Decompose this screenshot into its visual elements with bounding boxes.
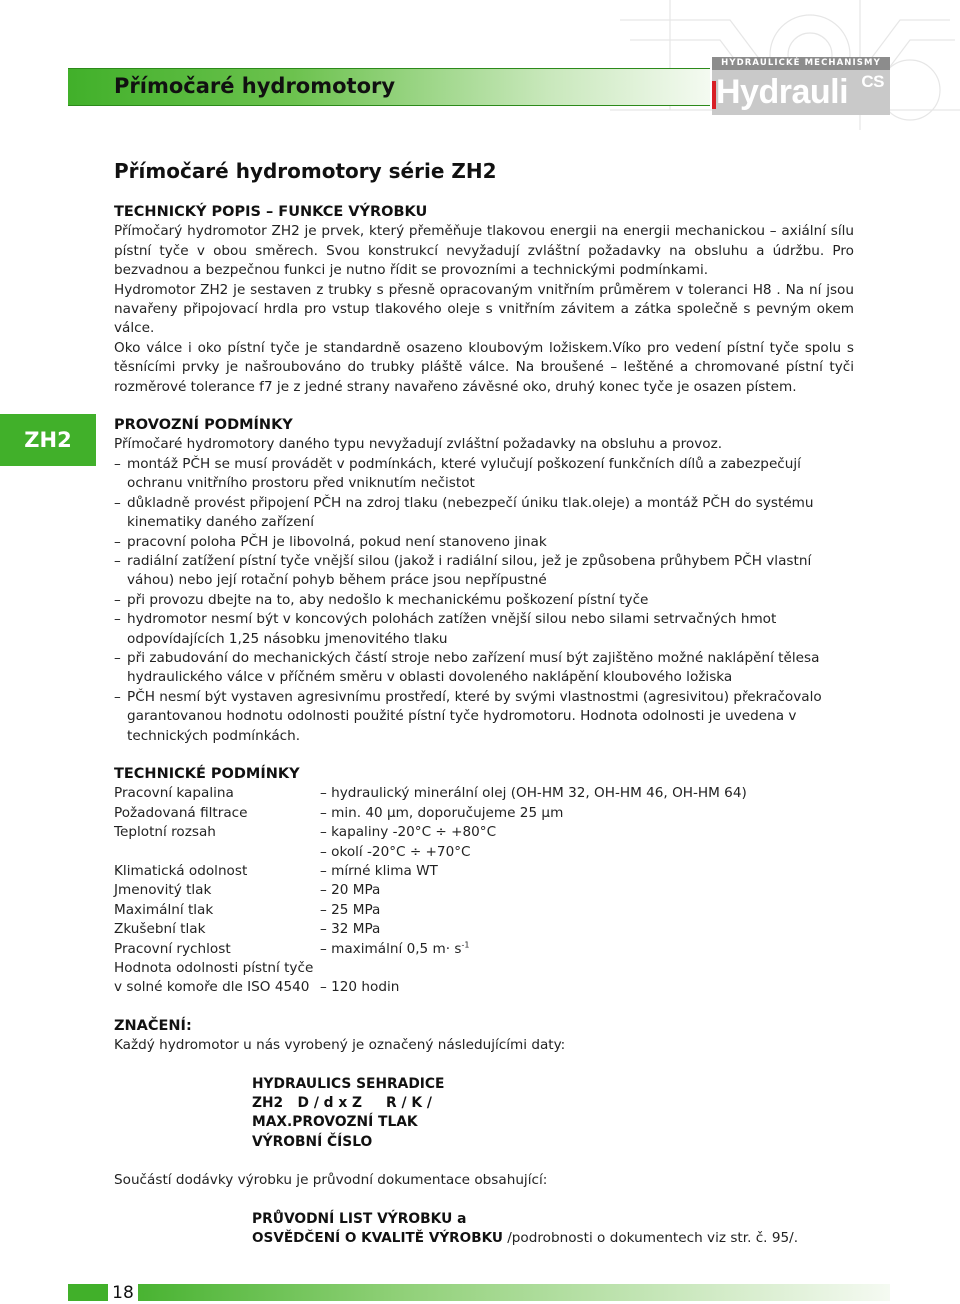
table-row — [114, 920, 747, 939]
table-row — [114, 881, 747, 900]
table-row — [114, 843, 747, 862]
page-number: 18 — [108, 1282, 138, 1302]
list-item: – důkladně provést připojení PČH na zdroj tlaku (nebezpečí úniku tlak.oleje) a montáž PČH do systému kinematiky daného zařízení — [114, 494, 854, 533]
row-value — [320, 959, 747, 978]
operating-conditions-list — [114, 455, 854, 746]
table-row — [114, 901, 747, 920]
row-value: – okolí -20°C ÷ +70°C — [320, 843, 747, 862]
section-heading-tech-desc: TECHNICKÝ POPIS – FUNKCE VÝROBKU — [114, 204, 428, 220]
row-label: Pracovní kapalina — [114, 785, 234, 802]
section-heading-marking: ZNAČENÍ: — [114, 1017, 192, 1034]
logo-wordmark — [712, 70, 890, 115]
logo-accent-bar — [712, 81, 716, 109]
row-label: Jmenovitý tlak — [114, 882, 212, 899]
table-row — [114, 823, 747, 842]
row-label: Klimatická odolnost — [114, 863, 248, 879]
row-value: – mírné klima WT — [320, 862, 747, 881]
row-value-cell — [320, 940, 747, 959]
marking-intro: Každý hydromotor u nás vyrobený je označený následujícími daty: — [114, 1037, 566, 1054]
doc-note: /podrobnosti o dokumentech viz str. č. 95/. — [502, 1230, 799, 1247]
row-label: Maximální tlak — [114, 901, 214, 918]
marking-line: ZH2 D / d x Z R / K / — [252, 1095, 432, 1112]
doc-line-2 — [252, 1229, 854, 1248]
row-label: Hodnota odolnosti pístní tyče — [114, 960, 314, 977]
table-row — [114, 940, 747, 959]
docs-block — [252, 1210, 854, 1249]
main-content — [114, 156, 854, 1249]
row-value: – 32 MPa — [320, 920, 747, 939]
row-label: Pracovní rychlost — [114, 940, 231, 957]
row-value: – 20 MPa — [320, 881, 747, 900]
list-item: – montáž PČH se musí provádět v podmínkách, které vylučují poškození funkčních dílů a zabezpečují ochranu vnitřního prostoru před vniknutím nečistot — [114, 455, 854, 494]
footer-bar — [68, 1284, 890, 1301]
list-item: – při zabudování do mechanických částí stroje nebo zařízení musí být zajištěno možné naklápění tělesa hydraulického válce v příčném směru v oblasti dovoleného naklápění kloubového ložiska — [114, 649, 854, 688]
row-label — [114, 843, 320, 862]
section-heading-operating: PROVOZNÍ PODMÍNKY — [114, 417, 293, 434]
row-value: maximální 0,5 m· s — [331, 940, 462, 957]
row-label: v solné komoře dle ISO 4540 — [114, 979, 310, 996]
hydraulics-logo — [712, 57, 890, 115]
row-label: Požadovaná filtrace — [114, 804, 248, 821]
doc-line-1: PRŮVODNÍ LIST VÝROBKU a — [252, 1210, 467, 1227]
header-title: Přímočaré hydromotory — [114, 74, 396, 98]
logo-main-text: Hydrauli — [716, 73, 849, 111]
table-row — [114, 784, 747, 803]
page-title: Přímočaré hydromotory série ZH2 — [114, 159, 497, 183]
tech-desc-para-3: Oko válce i oko pístní tyče je standardně osazeno kloubovým ložiskem.Víko pro vedení pístní tyče spolu s těsnícími prvky je našroubováno do trubky pláště válce. Na broušené – leštěné a chromované pístní tyči rozměrové tolerance f7 je z jedné strany navařeno závěsné oko, druhý konec tyče je osazen pístem. — [114, 339, 854, 395]
doc-title: OSVĚDČENÍ O KVALITĚ VÝROBKU — [252, 1230, 503, 1247]
unit-exponent: -1 — [461, 940, 470, 950]
tech-conditions-table — [114, 784, 747, 997]
list-item: – radiální zatížení pístní tyče vnější silou (jakož i radiální silou, jež je způsobena průhybem PČH vlastní váhou) nebo její rotační pohyb během práce jsou nepřípustné — [114, 552, 854, 591]
row-label: Zkušební tlak — [114, 921, 206, 938]
table-row — [114, 804, 747, 823]
row-value: – hydraulický minerální olej (OH-HM 32, OH-HM 46, OH-HM 64) — [320, 784, 747, 803]
logo-sup-text: CS — [861, 72, 884, 91]
marking-line: HYDRAULICS SEHRADICE — [252, 1075, 445, 1092]
row-value: – kapaliny -20°C ÷ +80°C — [320, 823, 747, 842]
marking-block — [252, 1075, 854, 1153]
table-row — [114, 978, 747, 997]
header-bar — [68, 68, 710, 106]
list-item: – pracovní poloha PČH je libovolná, pokud není stanoveno jinak — [114, 533, 854, 552]
table-row — [114, 959, 747, 978]
docs-intro: Součástí dodávky výrobku je průvodní dokumentace obsahující: — [114, 1172, 548, 1189]
tech-desc-para-1: Přímočarý hydromotor ZH2 je prvek, který přeměňuje tlakovou energii na energii mechanickou – axiální sílu pístní tyče v obou směrech. Svou konstrukcí nevyžadují zvláštní požadavky na obsluhu a údržbu. Pro bezvadnou a bezpečnou funkci je nutno řídit se provozními a technickými podmínkami. — [114, 223, 854, 279]
list-item: – hydromotor nesmí být v koncových polohách zatížen vnější silou nebo silami setrvačných hmot odpovídajících 1,25 násobku jmenovitého tlaku — [114, 610, 854, 649]
side-tab: ZH2 — [0, 414, 96, 466]
row-value: – 120 hodin — [320, 978, 747, 997]
row-label: Teplotní rozsah — [114, 824, 216, 841]
marking-line: MAX.PROVOZNÍ TLAK — [252, 1114, 418, 1131]
logo-tagline: HYDRAULICKÉ MECHANISMY — [712, 57, 890, 70]
list-item: – při provozu dbejte na to, aby nedošlo k mechanickému poškození pístní tyče — [114, 591, 854, 610]
marking-line: VÝROBNÍ ČÍSLO — [252, 1133, 373, 1150]
row-value: – 25 MPa — [320, 901, 747, 920]
tech-desc-para-2: Hydromotor ZH2 je sestaven z trubky s přesně opracovaným vnitřním průměrem v toleranci H8 . Na ní jsou navařeny připojovací hrdla pro vstup tlakového oleje s vnitřním závitem a zátka společně s pevným okem válce. — [114, 281, 854, 337]
table-row — [114, 862, 747, 881]
list-item: – PČH nesmí být vystaven agresivnímu prostředí, které by svými vlastnostmi (agresivitou) překračovalo garantovanou hodnotu odolnosti použité pístní tyče hydromotoru. Hodnota odolnosti je uvedena v technických podmínkách. — [114, 688, 854, 746]
section-heading-tech-conditions: TECHNICKÉ PODMÍNKY — [114, 765, 300, 782]
operating-intro: Přímočaré hydromotory daného typu nevyžadují zvláštní požadavky na obsluhu a provoz. — [114, 436, 723, 453]
row-value: – min. 40 μm, doporučujeme 25 μm — [320, 804, 747, 823]
